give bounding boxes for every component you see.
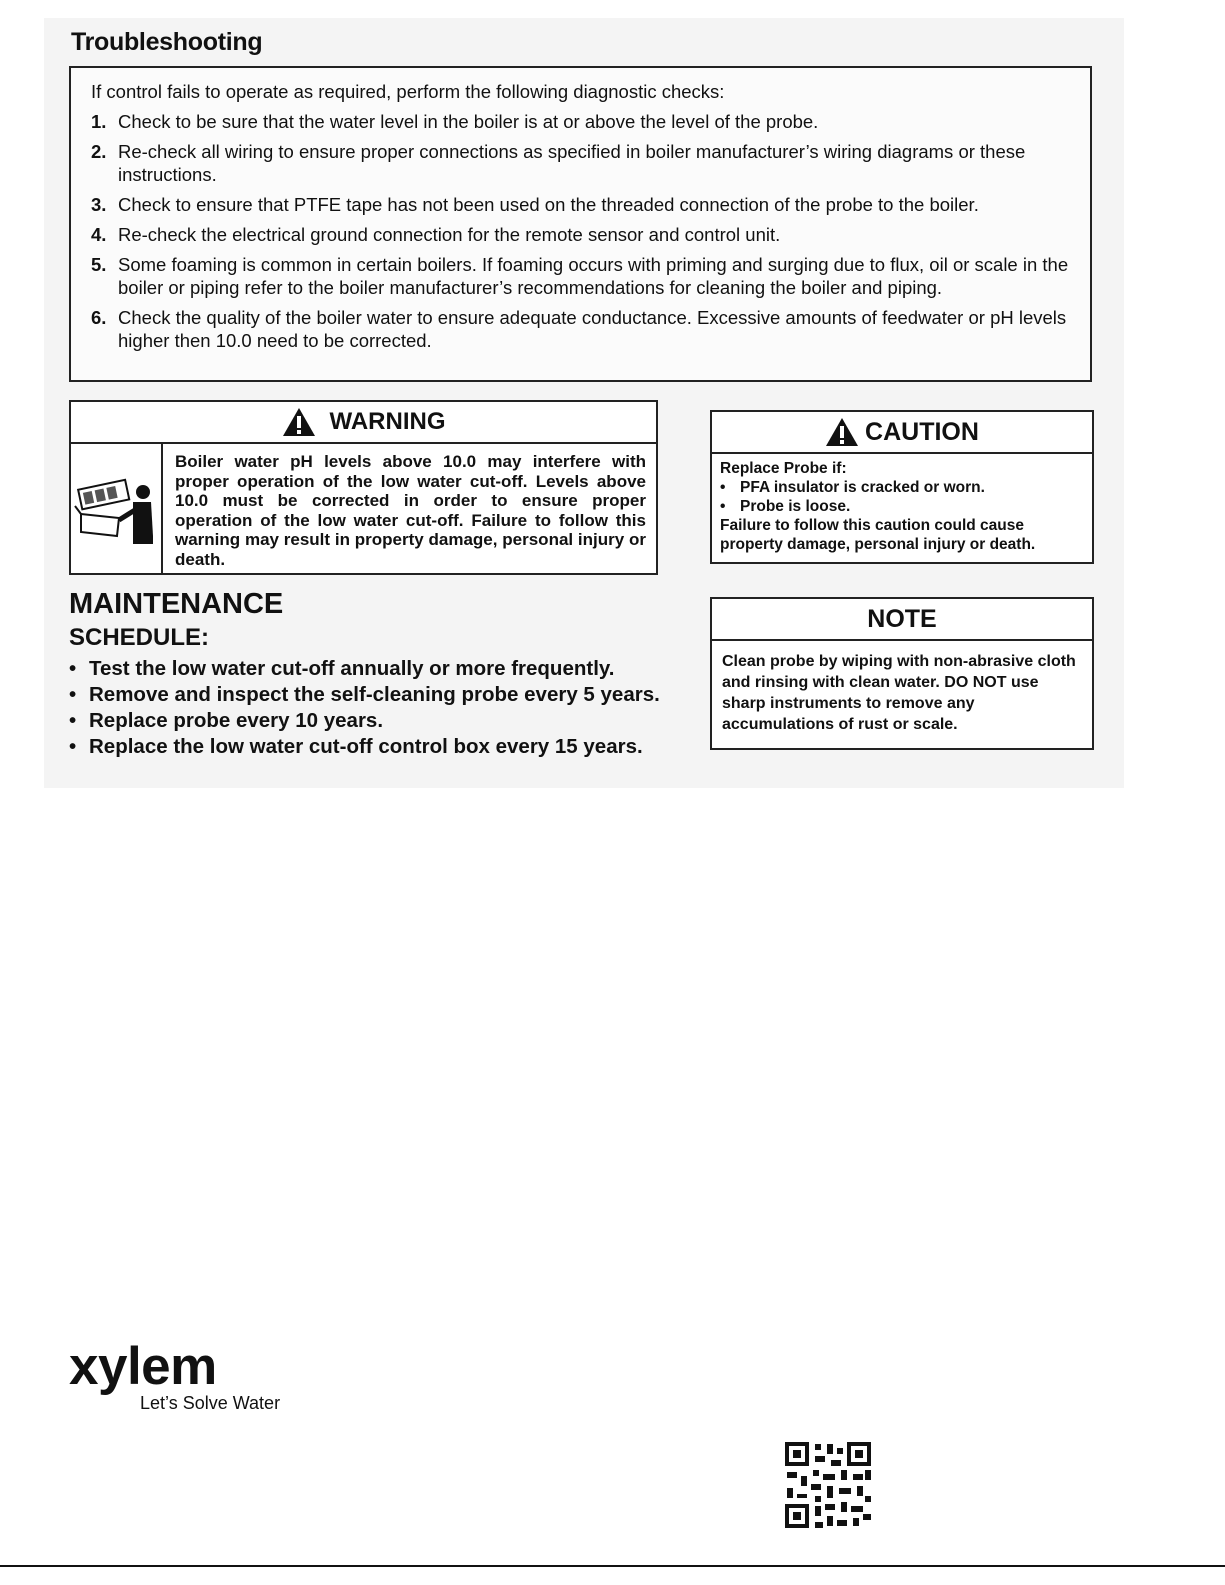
warning-triangle-icon xyxy=(825,417,859,447)
note-text: Clean probe by wiping with non-abrasive cloth and rinsing with clean water. DO NOT use sharp instruments to remove any accumulations of rust or scale. xyxy=(722,653,1076,733)
item-text: Check to ensure that PTFE tape has not been used on the threaded connection of the probe to the boiler. xyxy=(118,194,979,215)
bullet: • xyxy=(69,683,77,706)
caution-list xyxy=(720,478,1084,516)
bullet: • xyxy=(720,479,726,496)
caution-intro: Replace Probe if: xyxy=(720,460,847,477)
bullet-text: PFA insulator is cracked or worn. xyxy=(740,479,985,496)
note-box xyxy=(710,597,1094,750)
list-item xyxy=(69,734,660,760)
caution-footer: Failure to follow this caution could cause property damage, personal injury or death. xyxy=(720,517,1036,553)
schedule-list xyxy=(69,656,660,760)
bullet: • xyxy=(720,498,726,515)
item-text: Re-check all wiring to ensure proper connections as specified in boiler manufacturer’s wiring diagrams or these instructions. xyxy=(118,141,1026,185)
qr-code-icon xyxy=(783,1440,873,1530)
maintenance-title: MAINTENANCE xyxy=(69,588,284,620)
list-item xyxy=(69,708,660,734)
caution-box xyxy=(710,410,1094,564)
item-text: Check the quality of the boiler water to ensure adequate conductance. Excessive amounts of feedwater or pH levels higher then 10.0 need to be corrected. xyxy=(118,307,1067,351)
bullet: • xyxy=(69,709,77,732)
warning-triangle-icon xyxy=(282,407,316,437)
list-item xyxy=(91,253,1076,299)
list-item xyxy=(720,497,1084,516)
note-title: NOTE xyxy=(867,604,937,633)
schedule-title: SCHEDULE: xyxy=(69,624,210,651)
note-header xyxy=(712,599,1092,641)
warning-text: Boiler water pH levels above 10.0 may interfere with proper operation of the low water cut-off. Levels above 10.0 must be corrected in order to ensure proper operation of the low water cut-off. Failure to follow this warning may result in property damage, personal injury or death. xyxy=(175,452,646,569)
schedule-text: Replace the low water cut-off control box every 15 years. xyxy=(89,735,643,758)
list-item xyxy=(720,478,1084,497)
hand-on-control-panel-icon xyxy=(71,444,163,575)
item-text: Re-check the electrical ground connection for the remote sensor and control unit. xyxy=(118,224,781,245)
schedule-text: Replace probe every 10 years. xyxy=(89,709,384,732)
caution-header xyxy=(712,412,1092,454)
item-number: 4. xyxy=(91,224,107,245)
troubleshooting-intro: If control fails to operate as required, perform the following diagnostic checks: xyxy=(91,81,725,102)
list-item xyxy=(69,656,660,682)
item-text: Some foaming is common in certain boilers. If foaming occurs with priming and surging due to flux, oil or scale in the boiler or piping refer to the boiler manufacturer’s recommendations for cleaning the boiler and piping. xyxy=(118,254,1069,298)
list-item xyxy=(91,140,1076,186)
list-item xyxy=(91,223,1076,246)
item-number: 3. xyxy=(91,194,107,215)
schedule-text: Remove and inspect the self-cleaning probe every 5 years. xyxy=(89,683,660,706)
warning-header xyxy=(71,402,656,444)
item-number: 6. xyxy=(91,307,107,328)
troubleshooting-box xyxy=(69,66,1092,382)
item-number: 5. xyxy=(91,254,107,275)
warning-title: WARNING xyxy=(329,408,446,435)
troubleshooting-title: Troubleshooting xyxy=(71,28,263,56)
bullet: • xyxy=(69,735,77,758)
bullet: • xyxy=(69,657,77,680)
warning-box xyxy=(69,400,658,575)
list-item xyxy=(91,110,1076,133)
page-bottom-rule xyxy=(0,1565,1225,1567)
schedule-text: Test the low water cut-off annually or more frequently. xyxy=(89,657,615,680)
item-text: Check to be sure that the water level in the boiler is at or above the level of the probe. xyxy=(118,111,819,132)
item-number: 2. xyxy=(91,141,107,162)
list-item xyxy=(91,193,1076,216)
logo-tagline: Let’s Solve Water xyxy=(140,1393,281,1413)
list-item xyxy=(91,306,1076,352)
list-item xyxy=(69,682,660,708)
caution-title: CAUTION xyxy=(865,417,979,446)
bullet-text: Probe is loose. xyxy=(740,498,851,515)
xylem-logo: xylem xyxy=(69,1337,217,1396)
troubleshooting-list xyxy=(91,110,1076,352)
item-number: 1. xyxy=(91,111,107,132)
